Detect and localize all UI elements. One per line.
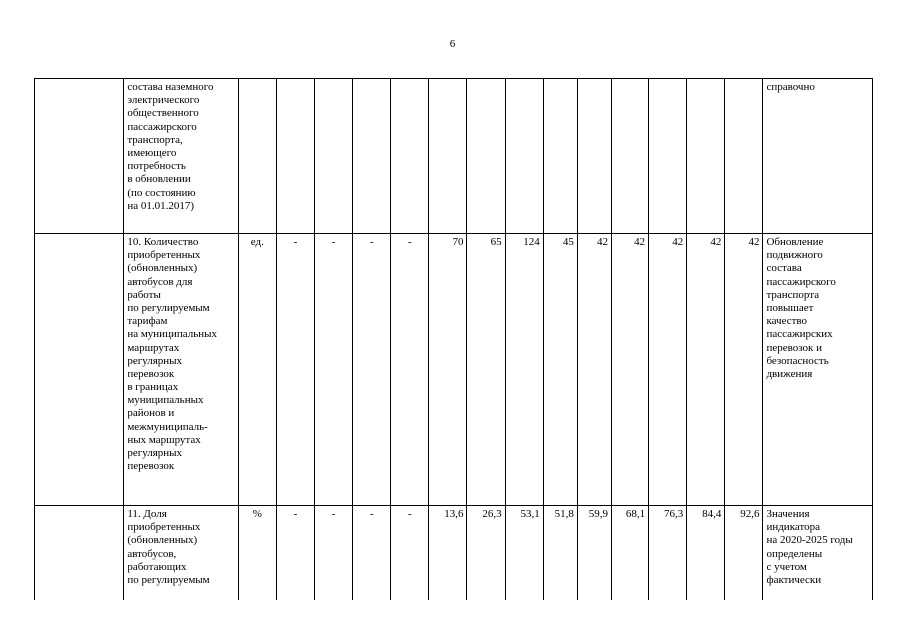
value-cell: 42 bbox=[725, 234, 763, 506]
value-cell: - bbox=[276, 506, 314, 602]
table-row bbox=[35, 79, 873, 234]
value-cell: 76,3 bbox=[649, 506, 687, 602]
value-cell bbox=[577, 79, 611, 234]
value-cell: 59,9 bbox=[577, 506, 611, 602]
value-cell: 65 bbox=[467, 234, 505, 506]
value-cell: - bbox=[353, 234, 391, 506]
value-cell: - bbox=[353, 506, 391, 602]
indicator-name-cell: 11. Доля приобретенных (обновленных) автобусов, работающих по регулируемым bbox=[124, 506, 238, 602]
note-cell: Обновление подвижного состава пассажирского транспорта повышает качество пассажирских перевозок и безопасность движения bbox=[763, 234, 873, 506]
indicator-name-cell: 10. Количество приобретенных (обновленных) автобусов для работы по регулируемым тарифам на муниципальных маршрутах регулярных перевозок в границах муниципальных районов и межмуниципаль- ных маршрутах регулярных перевозок bbox=[124, 234, 238, 506]
value-cell: 13,6 bbox=[429, 506, 467, 602]
unit-cell bbox=[238, 79, 276, 234]
value-cell bbox=[725, 79, 763, 234]
row-number-cell bbox=[35, 506, 124, 602]
value-cell: 53,1 bbox=[505, 506, 543, 602]
value-cell: - bbox=[391, 506, 429, 602]
value-cell bbox=[611, 79, 648, 234]
unit-cell: % bbox=[238, 506, 276, 602]
value-cell: - bbox=[314, 506, 352, 602]
value-cell: - bbox=[391, 234, 429, 506]
value-cell: 26,3 bbox=[467, 506, 505, 602]
value-cell: 70 bbox=[429, 234, 467, 506]
value-cell: 84,4 bbox=[687, 506, 725, 602]
value-cell bbox=[505, 79, 543, 234]
note-cell: справочно bbox=[763, 79, 873, 234]
value-cell: - bbox=[314, 234, 352, 506]
value-cell: 42 bbox=[649, 234, 687, 506]
value-cell: 68,1 bbox=[611, 506, 648, 602]
table-row bbox=[35, 234, 873, 506]
indicators-table bbox=[34, 78, 873, 602]
value-cell: 42 bbox=[611, 234, 648, 506]
value-cell: 124 bbox=[505, 234, 543, 506]
value-cell bbox=[429, 79, 467, 234]
value-cell bbox=[467, 79, 505, 234]
page-bottom-margin bbox=[0, 600, 905, 640]
value-cell: 42 bbox=[687, 234, 725, 506]
value-cell bbox=[391, 79, 429, 234]
value-cell: 92,6 bbox=[725, 506, 763, 602]
value-cell: 45 bbox=[543, 234, 577, 506]
value-cell bbox=[276, 79, 314, 234]
value-cell: 42 bbox=[577, 234, 611, 506]
indicator-name-cell: состава наземного электрического общественного пассажирского транспорта, имеющего потребность в обновлении (по состоянию на 01.01.2017) bbox=[124, 79, 238, 234]
value-cell bbox=[649, 79, 687, 234]
value-cell bbox=[543, 79, 577, 234]
unit-cell: ед. bbox=[238, 234, 276, 506]
value-cell bbox=[314, 79, 352, 234]
note-cell: Значения индикатора на 2020-2025 годы определены с учетом фактически bbox=[763, 506, 873, 602]
table-row bbox=[35, 506, 873, 602]
row-number-cell bbox=[35, 234, 124, 506]
row-number-cell bbox=[35, 79, 124, 234]
value-cell: 51,8 bbox=[543, 506, 577, 602]
value-cell: - bbox=[276, 234, 314, 506]
page-number: 6 bbox=[449, 38, 456, 50]
value-cell bbox=[687, 79, 725, 234]
value-cell bbox=[353, 79, 391, 234]
